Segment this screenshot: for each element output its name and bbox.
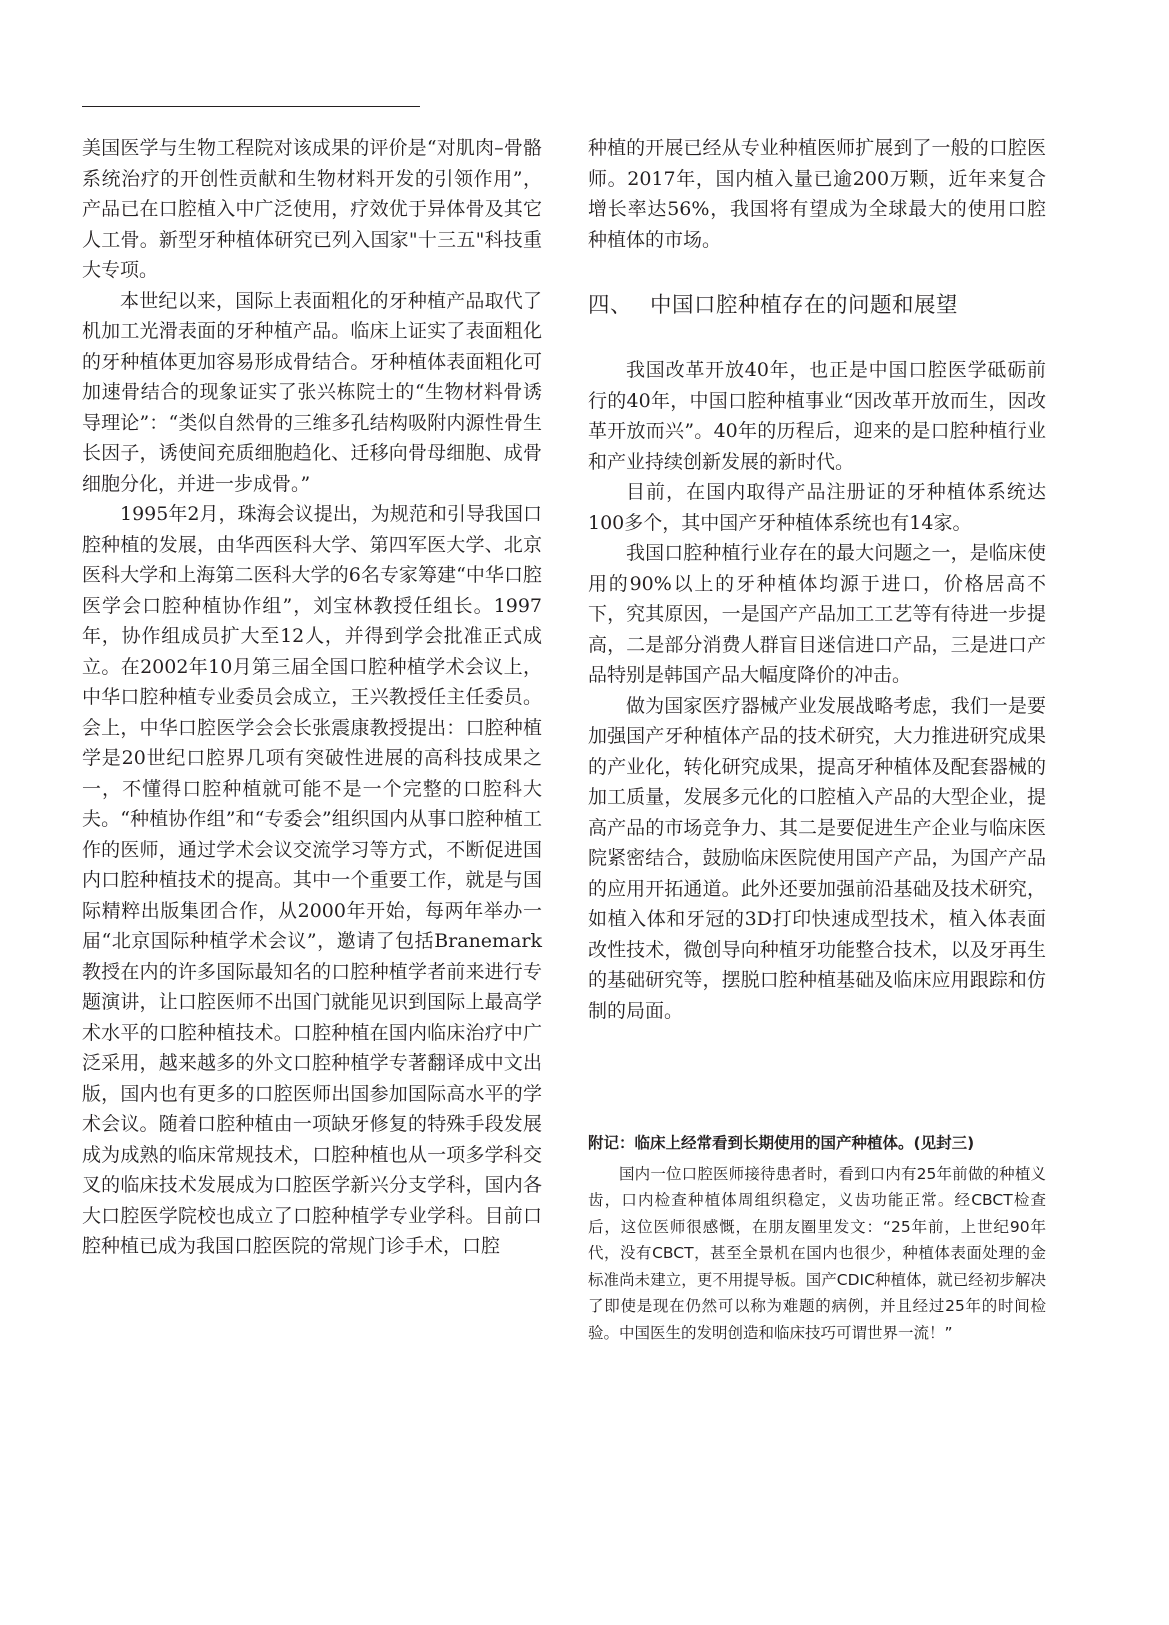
paragraph: 做为国家医疗器械产业发展战略考虑，我们一是要加强国产牙种植体产品的技术研究，大力推进研究成果的产业化，转化研究成果，提高牙种植体及配套器械的加工质量，发展多元化的口腔植入产品的大型企业，提高产品的市场竞争力、其二是要促进生产企业与临床医院紧密结合，鼓励临床医院使用国产产品，为国产产品的应用开拓通道。此外还要加强前沿基础及技术研究，如植入体和牙冠的3D打印快速成型技术，植入体表面改性技术，微创导向种植牙功能整合技术，以及牙再生的基础研究等，摆脱口腔种植基础及临床应用跟踪和仿制的局面。 bbox=[588, 694, 1046, 1022]
paragraph: 1995年2月，珠海会议提出，为规范和引导我国口腔种植的发展，由华西医科大学、第四军医大学、北京医科大学和上海第二医科大学的6名专家筹建“中华口腔医学会口腔种植协作组”，刘宝林教授任组长。1997年，协作组成员扩大至12人，并得到学会批准正式成立。在2002年10月第三届全国口腔种植学术会议上，中华口腔种植专业委员会成立，王兴教授任主任委员。会上，中华口腔医学会会长张震康教授提出：口腔种植学是20世纪口腔界几项有突破性进展的高科技成果之一，不懂得口腔种植就可能不是一个完整的口腔科大夫。“种植协作组”和“专委会”组织国内从事口腔种植工作的医师，通过学术会议交流学习等方式，不断促进国内口腔种植技术的提高。其中一个重要工作，就是与国际精粹出版集团合作，从2000年开始，每两年举办一届“北京国际种植学术会议”，邀请了包括Branemark教授在内的许多国际最知名的口腔种植学者前来进行专题演讲，让口腔医师不出国门就能见识到国际上最高学术水平的口腔种植技术。口腔种植在国内临床治疗中广泛采用，越来越多的外文口腔种植学专著翻译成中文出版，国内也有更多的口腔医师出国参加国际高水平的学术会议。随着口腔种植由一项缺牙修复的特殊手段发展成为成熟的临床常规技术，口腔种植也从一项多学科交叉的临床技术发展成为口腔医学新兴分支学科，国内各大口腔医学院校也成立了口腔种植学专业学科。目前口腔种植已成为我国口腔医院的常规门诊手术，口腔 bbox=[82, 503, 542, 1257]
header-rule bbox=[82, 106, 420, 107]
paragraph: 我国口腔种植行业存在的最大问题之一，是临床使用的90%以上的牙种植体均源于进口，价格居高不下，究其原因，一是国产产品加工工艺等有待进一步提高，二是部分消费人群盲目迷信进口产品，三是进口产品特别是韩国产品大幅度降价的冲击。 bbox=[588, 542, 1046, 686]
section-heading bbox=[588, 291, 1046, 321]
appendix-note bbox=[588, 1130, 1046, 1346]
paragraph: 目前，在国内取得产品注册证的牙种植体系统达100多个，其中国产牙种植体系统也有14家。 bbox=[588, 481, 1046, 534]
section-title: 中国口腔种植存在的问题和展望 bbox=[650, 293, 959, 318]
paragraph-continuation: 种植的开展已经从专业种植医师扩展到了一般的口腔医师。2017年，国内植入量已逾200万颗，近年来复合增长率达56%，我国将有望成为全球最大的使用口腔种植体的市场。 bbox=[588, 137, 1046, 251]
paragraph: 本世纪以来，国际上表面粗化的牙种植产品取代了机加工光滑表面的牙种植产品。临床上证实了表面粗化的牙种植体更加容易形成骨结合。牙种植体表面粗化可加速骨结合的现象证实了张兴栋院士的“生物材料骨诱导理论”：“类似自然骨的三维多孔结构吸附内源性骨生长因子，诱使间充质细胞趋化、迁移向骨母细胞、成骨细胞分化，并进一步成骨。” bbox=[82, 289, 542, 495]
appendix-body: 国内一位口腔医师接待患者时，看到口内有25年前做的种植义齿，口内检查种植体周组织稳定，义齿功能正常。经CBCT检查后，这位医师很感慨，在朋友圈里发文：“25年前，上世纪90年代，没有CBCT，甚至全景机在国内也很少，种植体表面处理的金标准尚未建立，更不用提导板。国产CDIC种植体，就已经初步解决了即使是现在仍然可以称为难题的病例，并且经过25年的时间检验。中国医生的发明创造和临床技巧可谓世界一流！” bbox=[588, 1164, 1046, 1342]
section-number: 四、 bbox=[588, 293, 633, 318]
appendix-title: 附记：临床上经常看到长期使用的国产种植体。(见封三) bbox=[588, 1134, 975, 1152]
paragraph: 我国改革开放40年，也正是中国口腔医学砥砺前行的40年，中国口腔种植事业“因改革开放而生，因改革开放而兴”。40年的历程后，迎来的是口腔种植行业和产业持续创新发展的新时代。 bbox=[588, 359, 1046, 473]
left-column bbox=[82, 133, 542, 1262]
right-column bbox=[588, 133, 1046, 1026]
paragraph: 美国医学与生物工程院对该成果的评价是“对肌肉–骨骼系统治疗的开创性贡献和生物材料开发的引领作用”，产品已在口腔植入中广泛使用，疗效优于异体骨及其它人工骨。新型牙种植体研究已列入国家"十三五"科技重大专项。 bbox=[82, 137, 542, 281]
